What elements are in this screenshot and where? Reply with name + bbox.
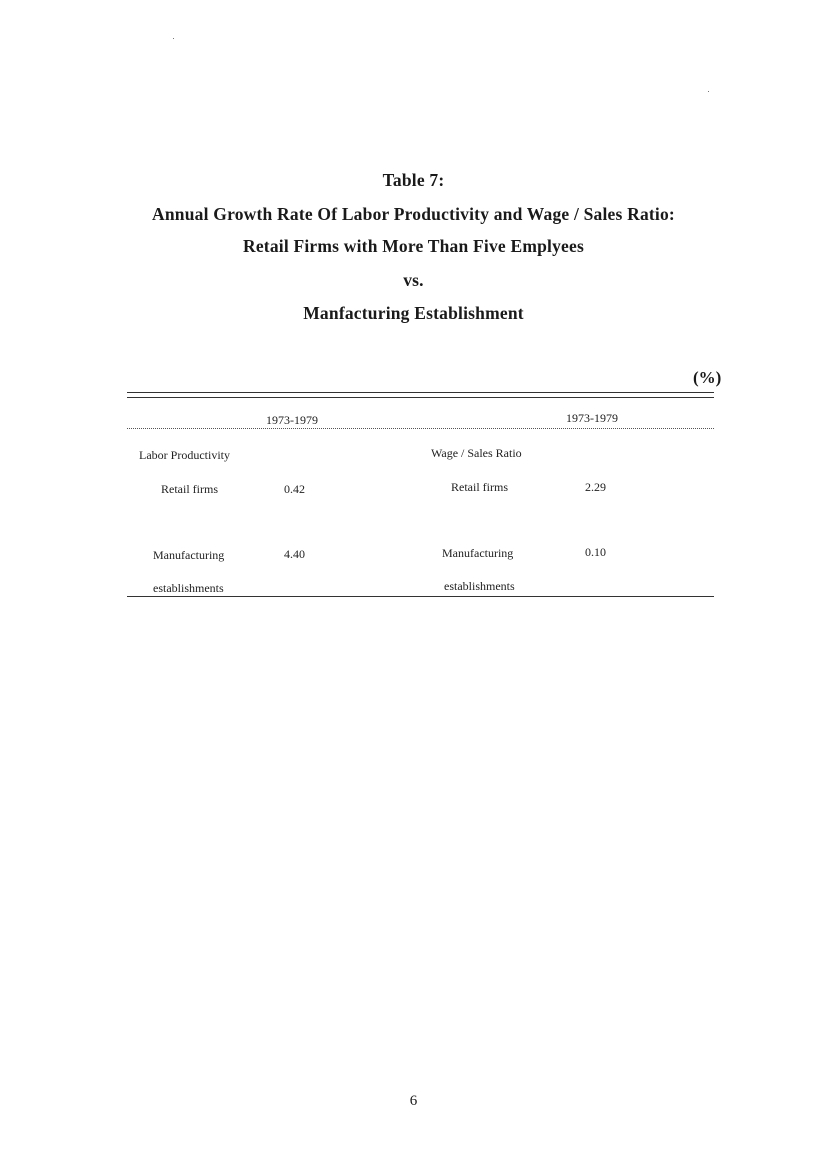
right-manufacturing-value: 0.10 bbox=[585, 545, 606, 559]
right-section-heading: Wage / Sales Ratio bbox=[431, 446, 522, 460]
right-period-header: 1973-1979 bbox=[566, 411, 618, 425]
right-retail-label: Retail firms bbox=[451, 480, 508, 494]
table-top-rule-2 bbox=[127, 397, 714, 398]
right-manufacturing-label: Manufacturing bbox=[442, 546, 514, 560]
left-manufacturing-label-2: establishments bbox=[153, 581, 224, 595]
table-title: Annual Growth Rate Of Labor Productivity and Wage / Sales Ratio: bbox=[152, 204, 675, 224]
table-subtitle-2: Manfacturing Establishment bbox=[303, 303, 524, 323]
scan-speck bbox=[708, 91, 709, 92]
table-top-rule bbox=[127, 392, 714, 393]
left-manufacturing-value: 4.40 bbox=[284, 547, 305, 561]
right-retail-value: 2.29 bbox=[585, 480, 606, 494]
header-rule bbox=[127, 428, 714, 429]
page-number: 6 bbox=[409, 1093, 418, 1109]
table-subtitle: Retail Firms with More Than Five Emplyees bbox=[243, 236, 584, 256]
left-retail-value: 0.42 bbox=[284, 482, 305, 496]
table-number: Table 7: bbox=[382, 170, 445, 190]
left-period-header: 1973-1979 bbox=[266, 413, 318, 427]
right-manufacturing-label-2: establishments bbox=[444, 579, 515, 593]
left-manufacturing-label: Manufacturing bbox=[153, 548, 225, 562]
unit-label: (%) bbox=[693, 368, 722, 387]
left-section-heading: Labor Productivity bbox=[139, 448, 230, 462]
table-versus: vs. bbox=[403, 270, 424, 290]
scan-speck bbox=[173, 38, 174, 39]
left-retail-label: Retail firms bbox=[161, 482, 218, 496]
table-bottom-rule bbox=[127, 596, 714, 597]
